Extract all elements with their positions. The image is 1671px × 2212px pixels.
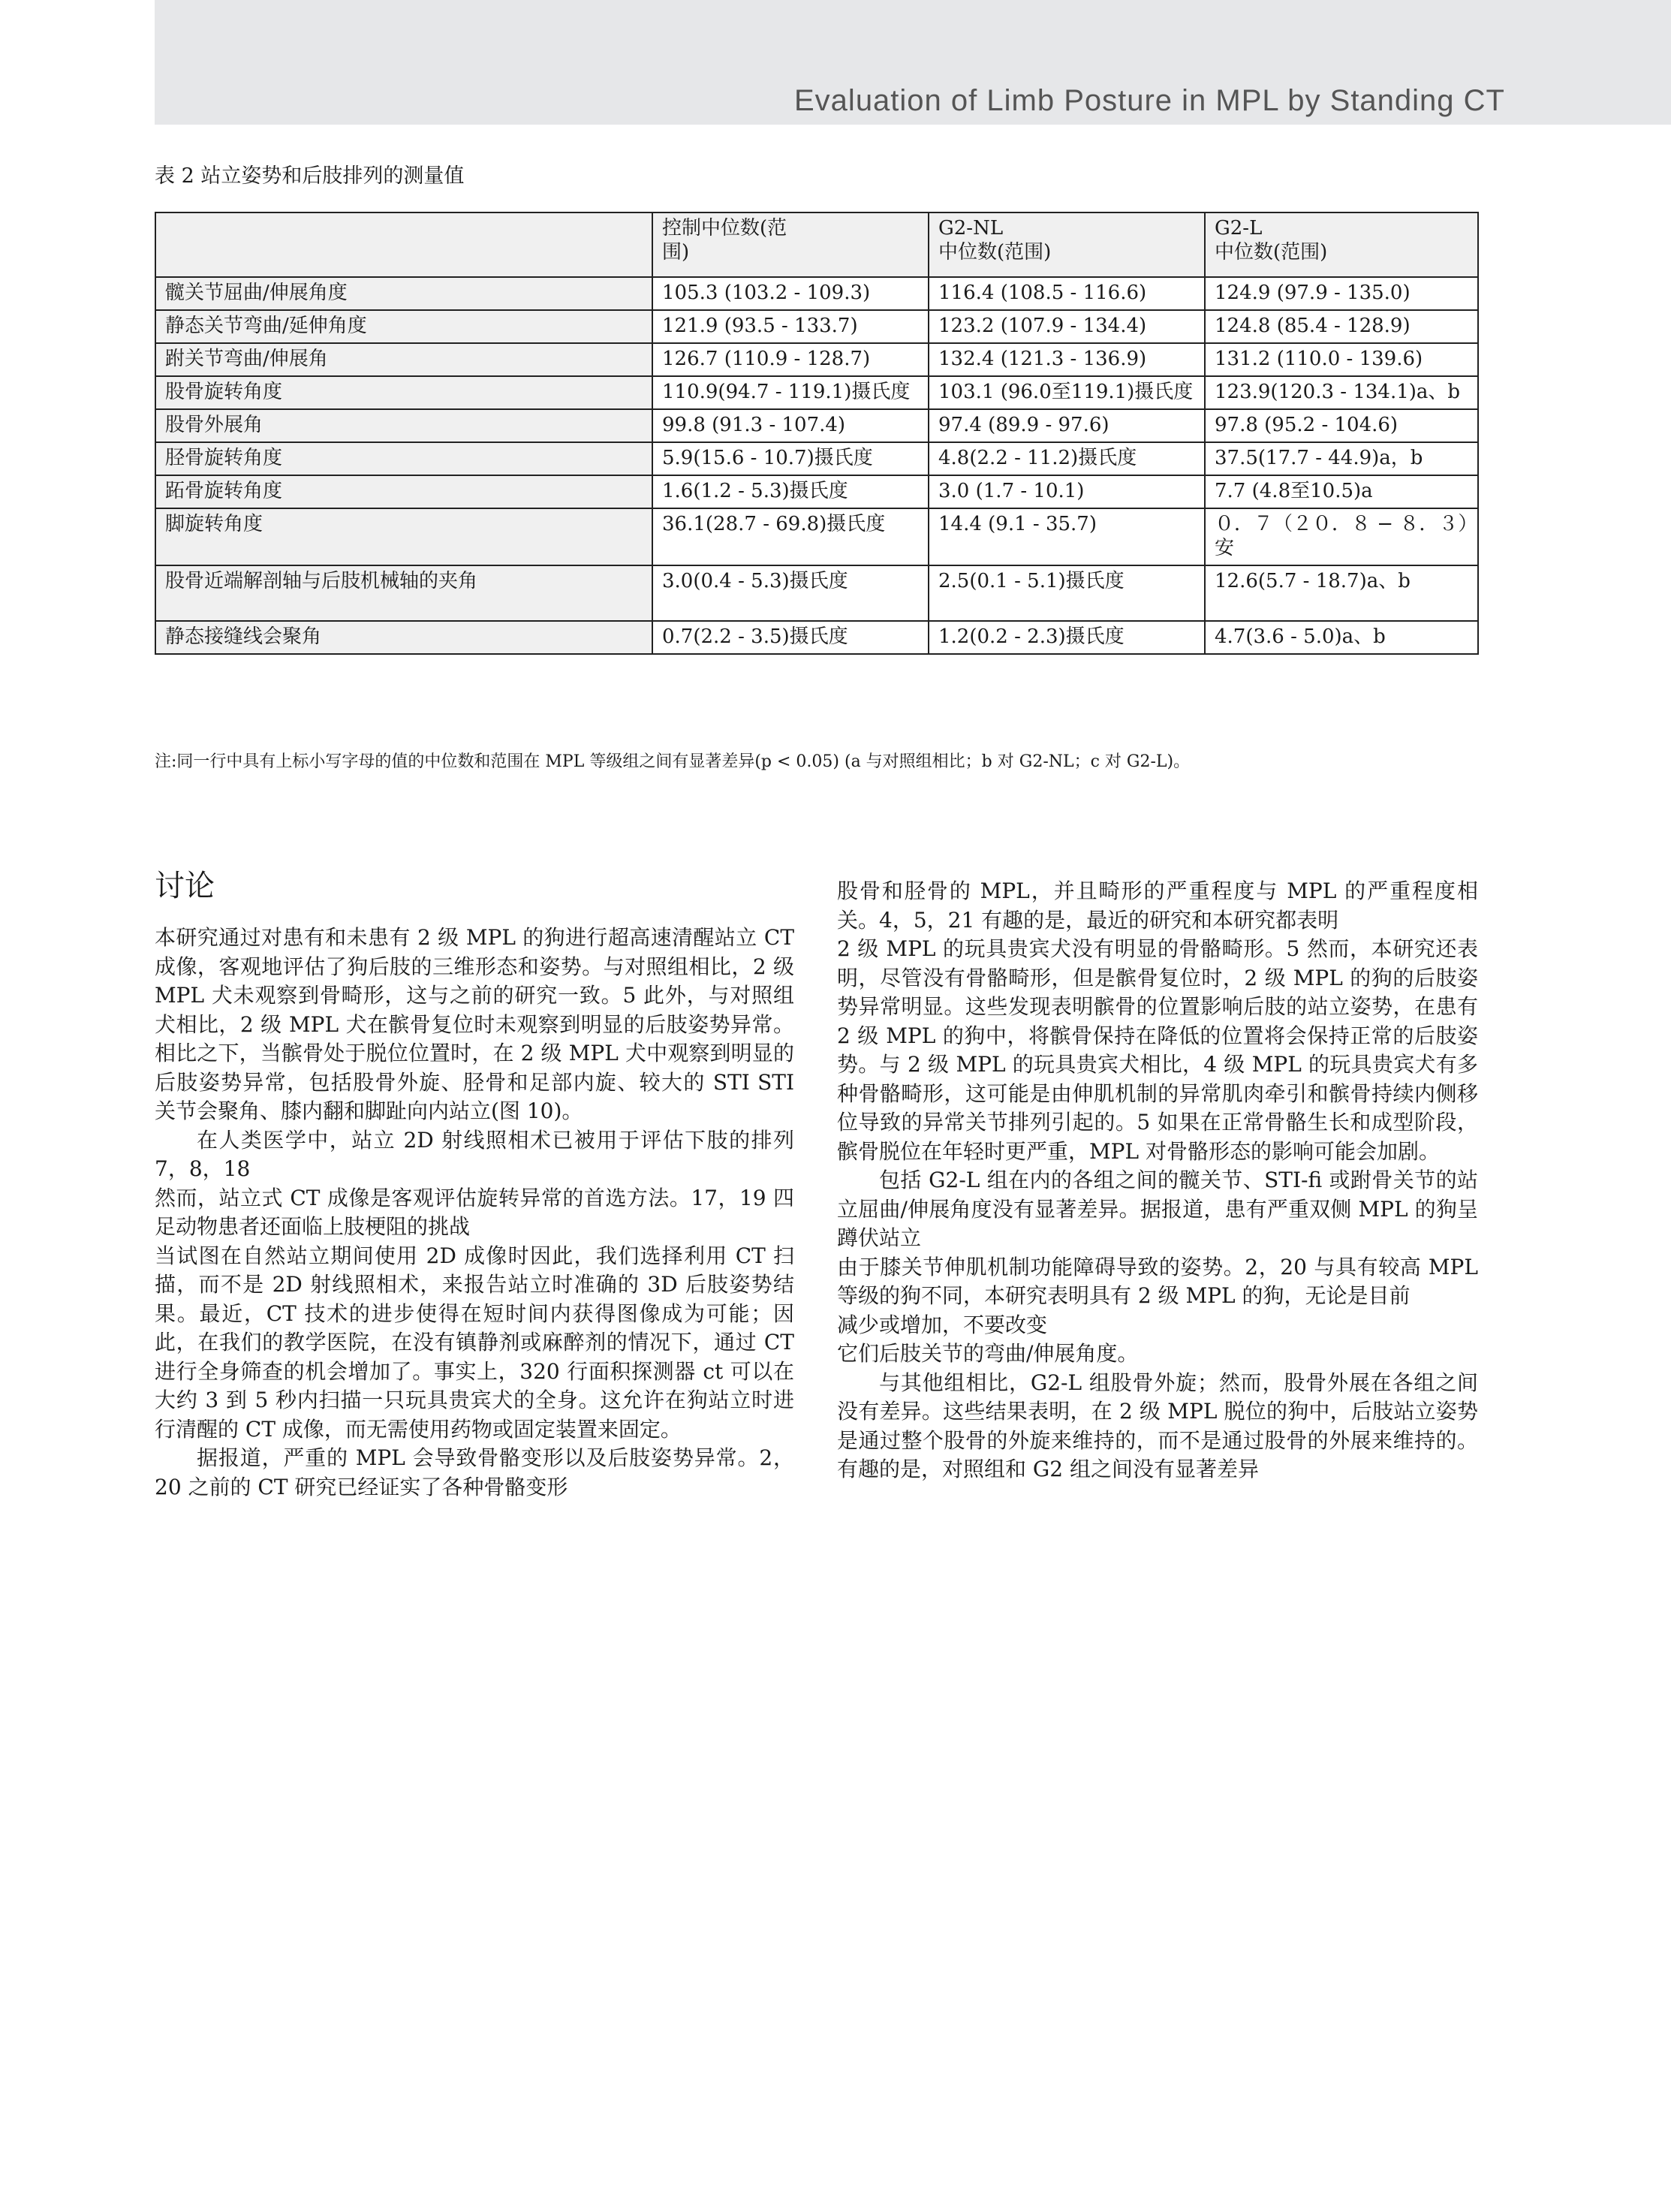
cell-control: 5.9(15.6 - 10.7)摄氏度 <box>652 442 929 475</box>
cell-control: 3.0(0.4 - 5.3)摄氏度 <box>652 565 929 621</box>
table-row <box>155 277 1478 310</box>
paragraph: 然而，站立式 CT 成像是客观评估旋转异常的首选方法。17，19 四足动物患者还面临上肢梗阻的挑战 <box>155 1185 794 1239</box>
paragraph: 本研究通过对患有和未患有 2 级 MPL 的狗进行超高速清醒站立 CT 成像，客观地评估了狗后肢的三维形态和姿势。与对照组相比，2 级 MPL 犬未观察到骨畸形，这与之前的研究一致。5 此外，与对照组犬相比，2 级 MPL 犬在髌骨复位时未观察到明显的后肢姿势异常。相比之下，当髌骨处于脱位位置时，在 2 级 MPL 犬中观察到明显的后肢姿势异常，包括股骨外旋、胫骨和足部内旋、较大的 STI STI 关节会聚角、膝内翻和脚趾向内站立(图 10)。 <box>155 925 794 1123</box>
cell-control: 110.9(94.7 - 119.1)摄氏度 <box>652 376 929 409</box>
header-line: 中位数(范围) <box>938 241 1052 264</box>
row-label: 跖骨旋转角度 <box>155 475 652 508</box>
row-label: 静态接缝线会聚角 <box>155 621 652 654</box>
cell-g2l: 123.9(120.3 - 134.1)a、b <box>1205 376 1478 409</box>
row-label: 髋关节屈曲/伸展角度 <box>155 277 652 310</box>
cell-g2nl: 132.4 (121.3 - 136.9) <box>929 343 1205 376</box>
cell-g2nl: 3.0 (1.7 - 10.1) <box>929 475 1205 508</box>
table-row <box>155 442 1478 475</box>
running-header-title: Evaluation of Limb Posture in MPL by Standing CT <box>794 84 1505 117</box>
row-label: 股骨近端解剖轴与后肢机械轴的夹角 <box>155 565 652 621</box>
row-label: 脚旋转角度 <box>155 508 652 565</box>
cell-g2nl: 1.2(0.2 - 2.3)摄氏度 <box>929 621 1205 654</box>
cell-control: 105.3 (103.2 - 109.3) <box>652 277 929 310</box>
table-row <box>155 508 1478 565</box>
table-row <box>155 376 1478 409</box>
cell-g2nl: 2.5(0.1 - 5.1)摄氏度 <box>929 565 1205 621</box>
cell-g2l: 7.7 (4.8至10.5)a <box>1205 475 1478 508</box>
cell-g2l: ０．７（２０．８ − ８．３）安 <box>1205 508 1478 565</box>
cell-g2l: 12.6(5.7 - 18.7)a、b <box>1205 565 1478 621</box>
header-line: 中位数(范围) <box>1215 241 1328 264</box>
right-text-column <box>837 877 1478 1484</box>
cell-control: 1.6(1.2 - 5.3)摄氏度 <box>652 475 929 508</box>
cell-control: 99.8 (91.3 - 107.4) <box>652 409 929 442</box>
paragraph: 在人类医学中，站立 2D 射线照相术已被用于评估下肢的排列 7，8，18 <box>155 1127 794 1181</box>
table-header-g2l <box>1205 212 1478 277</box>
cell-g2nl: 14.4 (9.1 - 35.7) <box>929 508 1205 565</box>
header-line: G2-NL <box>938 217 1004 240</box>
cell-g2l: 97.8 (95.2 - 104.6) <box>1205 409 1478 442</box>
row-label: 股骨外展角 <box>155 409 652 442</box>
section-heading-discussion: 讨论 <box>155 869 215 903</box>
cell-control: 121.9 (93.5 - 133.7) <box>652 310 929 343</box>
table-row <box>155 565 1478 621</box>
cell-g2nl: 116.4 (108.5 - 116.6) <box>929 277 1205 310</box>
table-row <box>155 409 1478 442</box>
paragraph: 当试图在自然站立期间使用 2D 成像时因此，我们选择利用 CT 扫描，而不是 2D 射线照相术，来报告站立时准确的 3D 后肢姿势结果。最近，CT 技术的进步使得在短时间内获得图像成为可能；因此，在我们的教学医院，在没有镇静剂或麻醉剂的情况下，通过 CT 进行全身筛查的机会增加了。事实上，320 行面积探测器 ct 可以在大约 3 到 5 秒内扫描一只玩具贵宾犬的全身。这允许在狗站立时进行清醒的 CT 成像，而无需使用药物或固定装置来固定。 <box>155 1243 794 1442</box>
paragraph: 由于膝关节伸肌机制功能障碍导致的姿势。2，20 与具有较高 MPL 等级的狗不同，本研究表明具有 2 级 MPL 的狗，无论是目前 <box>837 1254 1478 1308</box>
cell-g2l: 124.8 (85.4 - 128.9) <box>1205 310 1478 343</box>
table-row <box>155 475 1478 508</box>
row-label: 静态关节弯曲/延伸角度 <box>155 310 652 343</box>
table-row <box>155 343 1478 376</box>
measurement-table <box>155 212 1479 655</box>
table-header-g2nl <box>929 212 1205 277</box>
paragraph: 它们后肢关节的弯曲/伸展角度。 <box>837 1341 1139 1366</box>
paragraph: 包括 G2-L 组在内的各组之间的髋关节、STI-fi 或跗骨关节的站立屈曲/伸展角度没有显著差异。据报道，患有严重双侧 MPL 的狗呈蹲伏站立 <box>837 1168 1478 1250</box>
cell-control: 126.7 (110.9 - 128.7) <box>652 343 929 376</box>
table-note: 注:同一行中具有上标小写字母的值的中位数和范围在 MPL 等级组之间有显著差异(p < 0.05) (a 与对照组相比；b 对 G2-NL；c 对 G2-L)。 <box>155 752 1191 771</box>
paragraph: 2 级 MPL 的玩具贵宾犬没有明显的骨骼畸形。5 然而，本研究还表明，尽管没有骨骼畸形，但是髌骨复位时，2 级 MPL 的狗的后肢姿势异常明显。这些发现表明髌骨的位置影响后肢的站立姿势，在患有 2 级 MPL 的狗中，将髌骨保持在降低的位置将会保持正常的后肢姿势。与 2 级 MPL 的玩具贵宾犬相比，4 级 MPL 的玩具贵宾犬有多种骨骼畸形，这可能是由伸肌机制的异常肌肉牵引和髌骨持续内侧移位导致的异常关节排列引起的。5 如果在正常骨骼生长和成型阶段，髌骨脱位在年轻时更严重，MPL 对骨骼形态的影响可能会加剧。 <box>837 936 1478 1164</box>
table-header-blank <box>155 212 652 277</box>
row-label: 股骨旋转角度 <box>155 376 652 409</box>
table-header-row <box>155 212 1478 277</box>
running-header-band <box>155 0 1671 125</box>
row-label: 跗关节弯曲/伸展角 <box>155 343 652 376</box>
row-label: 胫骨旋转角度 <box>155 442 652 475</box>
cell-g2l: 37.5(17.7 - 44.9)a，b <box>1205 442 1478 475</box>
table-row <box>155 621 1478 654</box>
cell-control: 0.7(2.2 - 3.5)摄氏度 <box>652 621 929 654</box>
cell-g2nl: 123.2 (107.9 - 134.4) <box>929 310 1205 343</box>
cell-g2nl: 4.8(2.2 - 11.2)摄氏度 <box>929 442 1205 475</box>
cell-g2nl: 97.4 (89.9 - 97.6) <box>929 409 1205 442</box>
paragraph: 减少或增加，不要改变 <box>837 1312 1048 1337</box>
table-header-control <box>652 212 929 277</box>
cell-control: 36.1(28.7 - 69.8)摄氏度 <box>652 508 929 565</box>
paragraph: 据报道，严重的 MPL 会导致骨骼变形以及后肢姿势异常。2，20 之前的 CT 研究已经证实了各种骨骼变形 <box>155 1445 794 1499</box>
cell-g2nl: 103.1 (96.0至119.1)摄氏度 <box>929 376 1205 409</box>
table-row <box>155 310 1478 343</box>
cell-g2l: 124.9 (97.9 - 135.0) <box>1205 277 1478 310</box>
header-line: 控制中位数(范 <box>662 217 787 240</box>
paragraph: 股骨和胫骨的 MPL，并且畸形的严重程度与 MPL 的严重程度相关。4，5，21 有趣的是，最近的研究和本研究都表明 <box>837 878 1478 933</box>
cell-g2l: 131.2 (110.0 - 139.6) <box>1205 343 1478 376</box>
left-text-column <box>155 924 794 1502</box>
cell-g2l: 4.7(3.6 - 5.0)a、b <box>1205 621 1478 654</box>
header-line: G2-L <box>1215 217 1263 240</box>
header-line: 围) <box>662 241 690 264</box>
paragraph: 与其他组相比，G2-L 组股骨外旋；然而，股骨外展在各组之间没有差异。这些结果表明，在 2 级 MPL 脱位的狗中，后肢站立姿势是通过整个股骨的外旋来维持的，而不是通过股骨的外展来维持的。有趣的是，对照组和 G2 组之间没有显著差异 <box>837 1370 1478 1481</box>
table-caption: 表 2 站立姿势和后肢排列的测量值 <box>155 164 465 188</box>
